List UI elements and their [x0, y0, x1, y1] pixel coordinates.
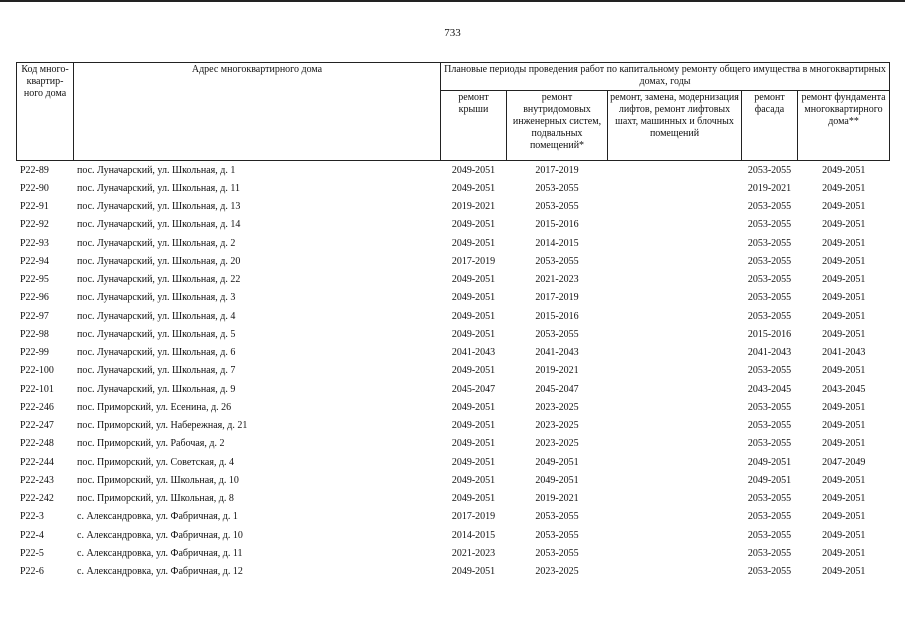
- cell-code: Р22-96: [20, 292, 49, 304]
- cell-systems: 2053-2055: [535, 511, 579, 523]
- cell-address: пос. Приморский, ул. Советская, д. 4: [77, 456, 235, 468]
- cell-lifts: [608, 526, 742, 544]
- cell-code: Р22-90: [20, 182, 49, 194]
- cell-systems: 2053-2055: [535, 547, 579, 559]
- cell-foundation: 2049-2051: [822, 365, 866, 377]
- cell-foundation: 2049-2051: [822, 529, 866, 541]
- cell-facade: 2053-2055: [747, 511, 792, 523]
- table-row: [17, 216, 890, 234]
- table-row: [17, 362, 890, 380]
- cell-lifts: [608, 544, 742, 562]
- table-header: [17, 63, 890, 161]
- cell-lifts: [608, 307, 742, 325]
- cell-roof: 2017-2019: [451, 511, 496, 523]
- table-row: [17, 417, 890, 435]
- cell-foundation: 2049-2051: [822, 547, 866, 559]
- cell-facade: 2049-2051: [747, 474, 792, 486]
- cell-systems: 2023-2025: [535, 401, 579, 413]
- cell-systems: 2017-2019: [535, 292, 579, 304]
- table-row: [17, 234, 890, 252]
- cell-lifts: [608, 344, 742, 362]
- cell-systems: 2049-2051: [535, 456, 579, 468]
- cell-foundation: 2049-2051: [822, 292, 866, 304]
- cell-lifts: [608, 271, 742, 289]
- cell-code: Р22-98: [20, 328, 49, 340]
- cell-lifts: [608, 325, 742, 343]
- cell-lifts: [608, 380, 742, 398]
- cell-lifts: [608, 453, 742, 471]
- cell-address: пос. Луначарский, ул. Школьная, д. 13: [77, 201, 241, 213]
- cell-code: Р22-92: [20, 219, 49, 231]
- cell-facade: 2053-2055: [747, 547, 792, 559]
- cell-foundation: 2047-2049: [822, 456, 866, 468]
- cell-systems: 2023-2025: [535, 438, 579, 450]
- cell-facade: 2053-2055: [747, 219, 792, 231]
- repair-schedule-table: [16, 62, 890, 581]
- cell-facade: 2049-2051: [747, 456, 792, 468]
- cell-lifts: [608, 490, 742, 508]
- table-row: [17, 289, 890, 307]
- cell-facade: 2053-2055: [747, 201, 792, 213]
- cell-facade: 2053-2055: [747, 566, 792, 578]
- cell-foundation: 2049-2051: [798, 161, 890, 180]
- cell-roof: 2045-2047: [451, 383, 496, 395]
- cell-foundation: 2041-2043: [822, 347, 866, 359]
- table-body: [17, 161, 890, 581]
- cell-address: пос. Приморский, ул. Есенина, д. 26: [77, 401, 232, 413]
- table-row: [17, 508, 890, 526]
- cell-address: пос. Луначарский, ул. Школьная, д. 7: [77, 365, 236, 377]
- header-roof: ремонт крыши: [441, 91, 507, 161]
- cell-foundation: 2043-2045: [822, 383, 866, 395]
- table-row: [17, 563, 890, 581]
- cell-lifts: [608, 161, 742, 180]
- table-row: [17, 198, 890, 216]
- cell-lifts: [608, 435, 742, 453]
- header-facade: ремонт фасада: [742, 91, 798, 161]
- cell-foundation: 2049-2051: [822, 493, 866, 505]
- cell-facade: 2053-2055: [747, 438, 792, 450]
- cell-roof: 2049-2051: [451, 456, 496, 468]
- cell-facade: 2053-2055: [747, 292, 792, 304]
- cell-facade: 2053-2055: [747, 255, 792, 267]
- cell-facade: 2041-2043: [747, 347, 792, 359]
- cell-address: с. Александровка, ул. Фабричная, д. 10: [77, 529, 243, 541]
- cell-foundation: 2049-2051: [822, 182, 866, 194]
- cell-roof: 2049-2051: [451, 474, 496, 486]
- table-row: [17, 344, 890, 362]
- cell-code: Р22-99: [20, 347, 49, 359]
- cell-foundation: 2049-2051: [822, 511, 866, 523]
- cell-code: Р22-93: [20, 237, 49, 249]
- cell-lifts: [608, 216, 742, 234]
- cell-code: Р22-4: [20, 529, 44, 541]
- cell-roof: 2049-2051: [451, 237, 496, 249]
- cell-code: Р22-97: [20, 310, 49, 322]
- cell-facade: 2043-2045: [747, 383, 792, 395]
- cell-roof: 2021-2023: [451, 547, 496, 559]
- table-row: [17, 161, 890, 180]
- table-row: [17, 398, 890, 416]
- top-rule: [0, 0, 905, 2]
- cell-lifts: [608, 398, 742, 416]
- cell-systems: 2014-2015: [535, 237, 579, 249]
- cell-address: пос. Луначарский, ул. Школьная, д. 5: [77, 328, 236, 340]
- table-row: [17, 271, 890, 289]
- header-periods-group: Плановые периоды проведения работ по капитальному ремонту общего имущества в многоквартирных домах, годы: [441, 63, 890, 91]
- cell-code: Р22-248: [20, 438, 54, 450]
- cell-systems: 2049-2051: [535, 474, 579, 486]
- cell-foundation: 2049-2051: [822, 420, 866, 432]
- cell-address: пос. Луначарский, ул. Школьная, д. 4: [77, 310, 236, 322]
- cell-lifts: [608, 417, 742, 435]
- cell-lifts: [608, 252, 742, 270]
- cell-roof: 2049-2051: [451, 292, 496, 304]
- header-lifts: ремонт, замена, модернизация лифтов, ремонт лифтовых шахт, машинных и блочных помещений: [608, 91, 742, 161]
- cell-code: Р22-3: [20, 511, 44, 523]
- cell-facade: 2019-2021: [747, 182, 792, 194]
- cell-roof: 2049-2051: [451, 401, 496, 413]
- cell-roof: 2049-2051: [451, 566, 496, 578]
- cell-address: пос. Луначарский, ул. Школьная, д. 1: [74, 161, 441, 180]
- cell-systems: 2053-2055: [535, 255, 579, 267]
- cell-foundation: 2049-2051: [822, 474, 866, 486]
- cell-code: Р22-101: [20, 383, 54, 395]
- header-code: Код много-квартир-ного дома: [17, 63, 74, 161]
- cell-address: пос. Луначарский, ул. Школьная, д. 9: [77, 383, 236, 395]
- cell-address: с. Александровка, ул. Фабричная, д. 11: [77, 547, 243, 559]
- cell-roof: 2041-2043: [451, 347, 496, 359]
- cell-facade: 2053-2055: [747, 310, 792, 322]
- cell-foundation: 2049-2051: [822, 401, 866, 413]
- cell-roof: 2014-2015: [451, 529, 496, 541]
- cell-roof: 2049-2051: [451, 365, 496, 377]
- cell-address: пос. Луначарский, ул. Школьная, д. 2: [77, 237, 236, 249]
- cell-roof: 2049-2051: [451, 182, 496, 194]
- cell-address: пос. Луначарский, ул. Школьная, д. 3: [77, 292, 236, 304]
- cell-foundation: 2049-2051: [822, 255, 866, 267]
- cell-systems: 2015-2016: [535, 219, 579, 231]
- cell-lifts: [608, 471, 742, 489]
- cell-lifts: [608, 198, 742, 216]
- page-number: 733: [444, 27, 461, 39]
- cell-code: Р22-100: [20, 365, 54, 377]
- cell-lifts: [608, 179, 742, 197]
- cell-lifts: [608, 508, 742, 526]
- cell-address: с. Александровка, ул. Фабричная, д. 12: [77, 566, 243, 578]
- cell-code: Р22-6: [20, 566, 44, 578]
- table-row: [17, 307, 890, 325]
- cell-roof: 2049-2051: [451, 328, 496, 340]
- cell-roof: 2049-2051: [451, 420, 496, 432]
- cell-code: Р22-242: [20, 493, 54, 505]
- cell-foundation: 2049-2051: [822, 201, 866, 213]
- cell-roof: 2019-2021: [451, 201, 496, 213]
- cell-address: пос. Луначарский, ул. Школьная, д. 22: [77, 274, 241, 286]
- table-row: [17, 179, 890, 197]
- cell-address: пос. Луначарский, ул. Школьная, д. 20: [77, 255, 241, 267]
- cell-systems: 2053-2055: [535, 328, 579, 340]
- cell-foundation: 2049-2051: [822, 310, 866, 322]
- cell-facade: 2053-2055: [747, 529, 792, 541]
- cell-roof: 2049-2051: [451, 310, 496, 322]
- cell-address: с. Александровка, ул. Фабричная, д. 1: [77, 511, 238, 523]
- cell-code: Р22-246: [20, 401, 54, 413]
- table-row: [17, 252, 890, 270]
- table-row: [17, 544, 890, 562]
- table-row: [17, 380, 890, 398]
- cell-foundation: 2049-2051: [822, 328, 866, 340]
- cell-roof: 2049-2051: [451, 493, 496, 505]
- cell-address: пос. Луначарский, ул. Школьная, д. 14: [77, 219, 241, 231]
- cell-systems: 2053-2055: [535, 201, 579, 213]
- cell-facade: 2053-2055: [747, 274, 792, 286]
- header-address: Адрес многоквартирного дома: [74, 63, 441, 161]
- cell-address: пос. Приморский, ул. Набережная, д. 21: [77, 420, 248, 432]
- table-row: [17, 490, 890, 508]
- cell-systems: 2019-2021: [535, 365, 579, 377]
- cell-foundation: 2049-2051: [822, 566, 866, 578]
- cell-roof: 2049-2051: [451, 438, 496, 450]
- cell-systems: 2041-2043: [535, 347, 579, 359]
- cell-facade: 2015-2016: [747, 328, 792, 340]
- cell-lifts: [608, 234, 742, 252]
- cell-systems: 2045-2047: [535, 383, 579, 395]
- cell-systems: 2053-2055: [535, 182, 579, 194]
- cell-foundation: 2049-2051: [822, 237, 866, 249]
- cell-address: пос. Приморский, ул. Школьная, д. 10: [77, 474, 239, 486]
- cell-systems: 2019-2021: [535, 493, 579, 505]
- cell-code: Р22-247: [20, 420, 54, 432]
- cell-lifts: [608, 362, 742, 380]
- cell-facade: 2053-2055: [747, 420, 792, 432]
- cell-roof: 2049-2051: [451, 274, 496, 286]
- cell-systems: 2023-2025: [535, 420, 579, 432]
- cell-systems: 2017-2019: [507, 161, 608, 180]
- cell-systems: 2015-2016: [535, 310, 579, 322]
- table-row: [17, 435, 890, 453]
- cell-facade: 2053-2055: [747, 493, 792, 505]
- cell-code: Р22-89: [17, 161, 74, 180]
- cell-address: пос. Приморский, ул. Школьная, д. 8: [77, 493, 234, 505]
- cell-code: Р22-94: [20, 255, 49, 267]
- cell-code: Р22-91: [20, 201, 49, 213]
- cell-systems: 2053-2055: [535, 529, 579, 541]
- cell-foundation: 2049-2051: [822, 438, 866, 450]
- table-row: [17, 526, 890, 544]
- cell-lifts: [608, 289, 742, 307]
- cell-code: Р22-5: [20, 547, 44, 559]
- cell-roof: 2049-2051: [441, 161, 507, 180]
- cell-address: пос. Приморский, ул. Рабочая, д. 2: [77, 438, 225, 450]
- cell-facade: 2053-2055: [742, 161, 798, 180]
- cell-lifts: [608, 563, 742, 581]
- cell-facade: 2053-2055: [747, 365, 792, 377]
- table-row: [17, 325, 890, 343]
- cell-facade: 2053-2055: [747, 401, 792, 413]
- table-row: [17, 453, 890, 471]
- cell-foundation: 2049-2051: [822, 219, 866, 231]
- cell-code: Р22-95: [20, 274, 49, 286]
- cell-foundation: 2049-2051: [822, 274, 866, 286]
- cell-systems: 2023-2025: [535, 566, 579, 578]
- cell-roof: 2017-2019: [451, 255, 496, 267]
- cell-code: Р22-243: [20, 474, 54, 486]
- cell-facade: 2053-2055: [747, 237, 792, 249]
- cell-roof: 2049-2051: [451, 219, 496, 231]
- table-row: [17, 471, 890, 489]
- cell-address: пос. Луначарский, ул. Школьная, д. 11: [77, 182, 240, 194]
- header-foundation: ремонт фундамента многоквартирного дома**: [798, 91, 890, 161]
- header-systems: ремонт внутридомовых инженерных систем, подвальных помещений*: [507, 91, 608, 161]
- cell-code: Р22-244: [20, 456, 54, 468]
- cell-systems: 2021-2023: [535, 274, 579, 286]
- cell-address: пос. Луначарский, ул. Школьная, д. 6: [77, 347, 236, 359]
